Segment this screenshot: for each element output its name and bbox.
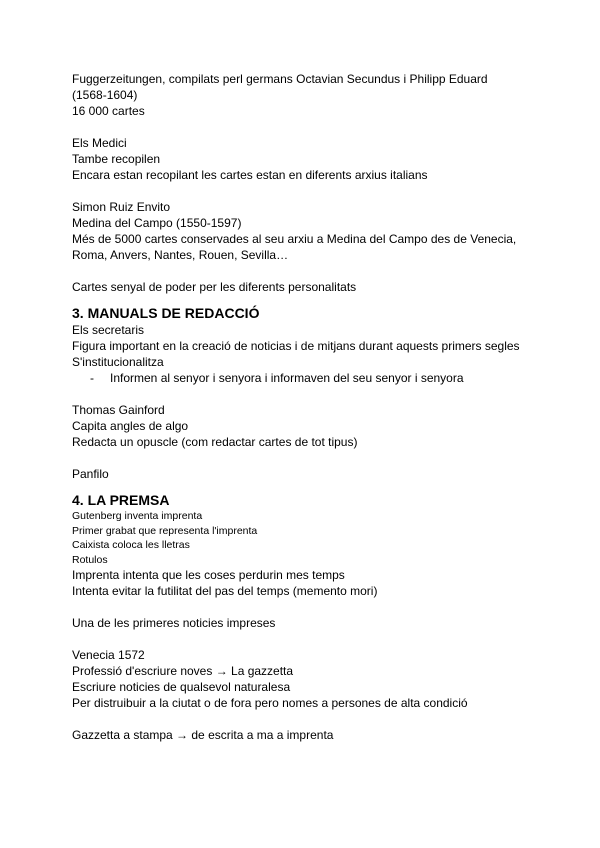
- bullet-dash: -: [90, 371, 94, 385]
- text-line: Els secretaris: [72, 323, 145, 337]
- text-line: (1568-1604): [72, 88, 138, 102]
- text-line: Encara estan recopilant les cartes estan en diferents arxius italians: [72, 168, 428, 182]
- text-line: Thomas Gainford: [72, 403, 165, 417]
- text-line-small: Primer grabat que representa l'imprenta: [72, 524, 258, 537]
- text-line: Intenta evitar la futilitat del pas del temps (memento mori): [72, 584, 378, 598]
- text-line: Gazzetta a stampa → de escrita a ma a imprenta: [72, 728, 334, 742]
- text-line: Una de les primeres noticies impreses: [72, 616, 276, 630]
- text-line: Tambe recopilen: [72, 152, 161, 166]
- section-heading-manuals: 3. MANUALS DE REDACCIÓ: [72, 305, 260, 321]
- bullet-text: Informen al senyor i senyora i informaven del seu senyor i senyora: [110, 371, 464, 385]
- text-line: Professió d'escriure noves → La gazzetta: [72, 664, 294, 678]
- text-line: Més de 5000 cartes conservades al seu arxiu a Medina del Campo des de Venecia,: [72, 232, 517, 246]
- text-line: Roma, Anvers, Nantes, Rouen, Sevilla…: [72, 248, 289, 262]
- text-line-small: Gutenberg inventa imprenta: [72, 510, 203, 522]
- text-line-small: Rotulos: [72, 553, 108, 566]
- document-page: [72, 71, 572, 743]
- text-line: Cartes senyal de poder per les diferents personalitats: [72, 280, 357, 294]
- text-line: Simon Ruiz Envito: [72, 200, 171, 214]
- text-line: Figura important en la creació de noticias i de mitjans durant aquests primers segles: [72, 339, 520, 353]
- text-line: Els Medici: [72, 136, 127, 150]
- text-line: Venecia 1572: [72, 648, 145, 662]
- text-line: Capita angles de algo: [72, 419, 189, 433]
- section-heading-premsa: 4. LA PREMSA: [72, 492, 170, 508]
- text-line-small: Caixista coloca les lletras: [72, 539, 190, 551]
- text-line: Per distruibuir a la ciutat o de fora pero nomes a persones de alta condició: [72, 696, 468, 710]
- text-line: Redacta un opuscle (com redactar cartes de tot tipus): [72, 435, 358, 449]
- text-line: Fuggerzeitungen, compilats perl germans Octavian Secundus i Philipp Eduard: [72, 72, 488, 86]
- text-line: Imprenta intenta que les coses perdurin mes temps: [72, 568, 345, 582]
- bullet-item: [72, 370, 572, 386]
- text-line: S'institucionalitza: [72, 355, 164, 369]
- text-line: Escriure noticies de qualsevol naturalesa: [72, 680, 291, 694]
- text-line: Panfilo: [72, 467, 109, 481]
- text-line: 16 000 cartes: [72, 104, 145, 118]
- text-line: Medina del Campo (1550-1597): [72, 216, 242, 230]
